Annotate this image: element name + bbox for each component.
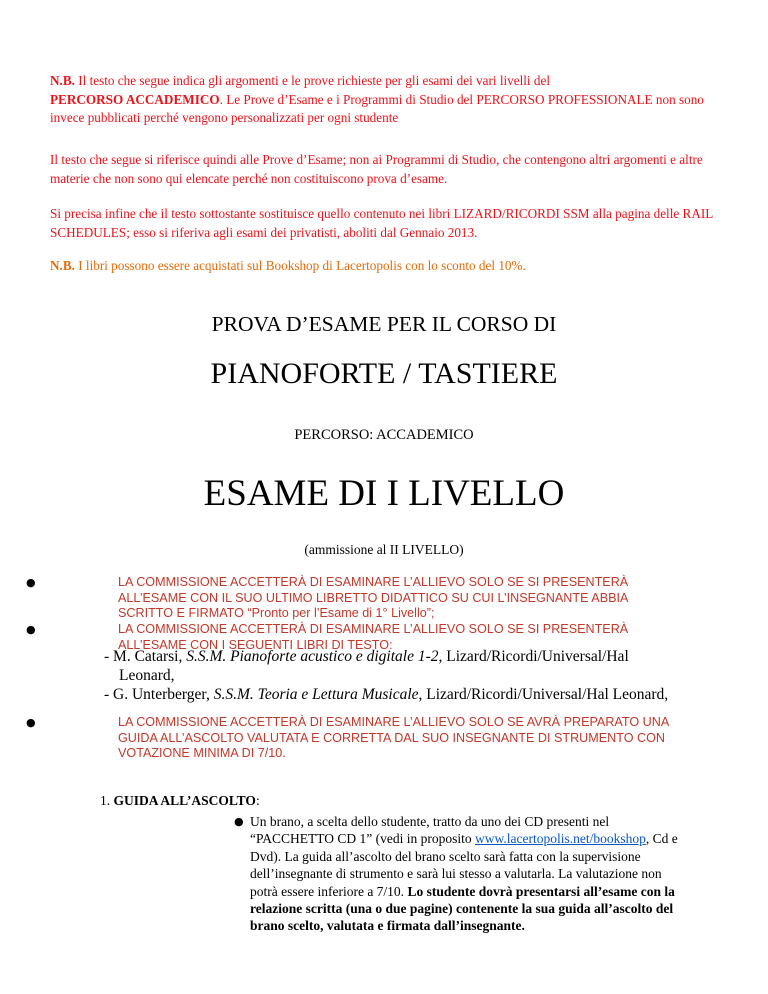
bullet-icon: ● xyxy=(26,623,36,636)
nb-note-1 xyxy=(50,72,730,128)
nb-label: N.B. xyxy=(50,73,75,88)
book-publisher: , Lizard/Ricordi/Universal/Hal Leonard, xyxy=(418,686,669,703)
nb1-text-b: . Le Prove d’Esame e i Programmi di Studio del PERCORSO PROFESSIONALE non sono invece pubblicati perché vengono personalizzati per ogni studente xyxy=(50,91,704,125)
heading-percorso: PERCORSO: ACCADEMICO xyxy=(294,427,474,443)
bookshop-link[interactable]: www.lacertopolis.net/bookshop xyxy=(475,831,646,847)
section-title: GUIDA ALL’ASCOLTO xyxy=(113,793,256,808)
nb1-bold: PERCORSO ACCADEMICO xyxy=(50,91,220,107)
heading-ammissione: (ammissione al II LIVELLO) xyxy=(304,542,464,557)
nb-label: N.B. xyxy=(50,258,75,273)
nb1-text-a: Il testo che segue indica gli argomenti e le prove richieste per gli esami dei vari livelli del xyxy=(74,73,551,88)
section-text-a: Un brano, a scelta dello studente, tratto da uno dei CD presenti nel “PACCHETTO CD 1” (vedi in proposito xyxy=(250,814,610,847)
heading-esame: ESAME DI I LIVELLO xyxy=(203,473,565,514)
book-title: S.S.M. Pianoforte acustico e digitale 1-2 xyxy=(186,648,439,665)
book-item xyxy=(104,647,679,685)
requirement-item xyxy=(26,715,678,762)
bullet-icon: ● xyxy=(234,815,244,828)
book-author: - M. Catarsi, xyxy=(104,648,187,665)
requirement-text: LA COMMISSIONE ACCETTERÀ DI ESAMINARE L’ALLIEVO SOLO SE SI PRESENTERÀ ALL’ESAME CON I SEGUENTI LIBRI DI TESTO: xyxy=(118,622,629,652)
heading-prova: PROVA D’ESAME PER IL CORSO DI xyxy=(211,312,557,336)
section-text-b: , Cd e Dvd). La guida all’ascolto del brano scelto sarà fatta con la supervisione dell’insegnante di strumento e sarà lui stesso a valutarla. La valutazione non potrà essere inferiore a 7/10. xyxy=(250,831,678,899)
bullet-icon: ● xyxy=(26,716,36,729)
note-paragraph-2: Il testo che segue si riferisce quindi alle Prove d’Esame; non ai Programmi di Studio, che contengono altri argomenti e altre materie che non sono qui elencate perché non costituiscono prova d’esame. xyxy=(50,152,703,186)
book-item xyxy=(104,685,679,704)
section-heading xyxy=(100,793,260,809)
book-title: S.S.M. Teoria e Lettura Musicale xyxy=(213,686,419,703)
nb2-text: I libri possono essere acquistati sul Bookshop di Lacertopolis con lo sconto del 10%. xyxy=(74,258,526,273)
requirement-text: LA COMMISSIONE ACCETTERÀ DI ESAMINARE L’ALLIEVO SOLO SE AVRÀ PREPARATO UNA GUIDA ALL’ASCOLTO VALUTATA E CORRETTA DAL SUO INSEGNANTE DI STRUMENTO CON VOTAZIONE MINIMA DI 7/10. xyxy=(118,715,669,761)
note-paragraph-3: Si precisa infine che il testo sottostante sostituisce quello contenuto nei libri LIZARD/RICORDI SSM alla pagina delle RAIL SCHEDULES; esso si riferiva agli esami dei privatisti, aboliti dal Gennaio 2013. xyxy=(50,206,713,240)
requirement-item xyxy=(26,575,678,622)
heading-corso: PIANOFORTE / TASTIERE xyxy=(210,357,558,390)
section-bold-text: Lo studente dovrà presentarsi all’esame con la relazione scritta (una o due pagine) contenente la sua guida all’ascolto del brano scelto, valutata e firmata dall’insegnante. xyxy=(250,883,675,934)
nb-note-2 xyxy=(50,257,730,276)
book-author: - G. Unterberger, xyxy=(104,686,214,703)
section-number: 1. xyxy=(100,793,114,808)
book-publisher: , Lizard/Ricordi/Universal/Hal Leonard, xyxy=(119,648,629,684)
section-body xyxy=(234,813,690,935)
requirement-text: LA COMMISSIONE ACCETTERÀ DI ESAMINARE L’ALLIEVO SOLO SE SI PRESENTERÀ ALL’ESAME CON IL SUO ULTIMO LIBRETTO DIDATTICO SU CUI L’INSEGNANTE ABBIA SCRITTO E FIRMATO “Pronto per l’Esame di 1° Livello”; xyxy=(118,575,629,621)
bullet-icon: ● xyxy=(26,576,36,589)
section-colon: : xyxy=(255,793,260,808)
